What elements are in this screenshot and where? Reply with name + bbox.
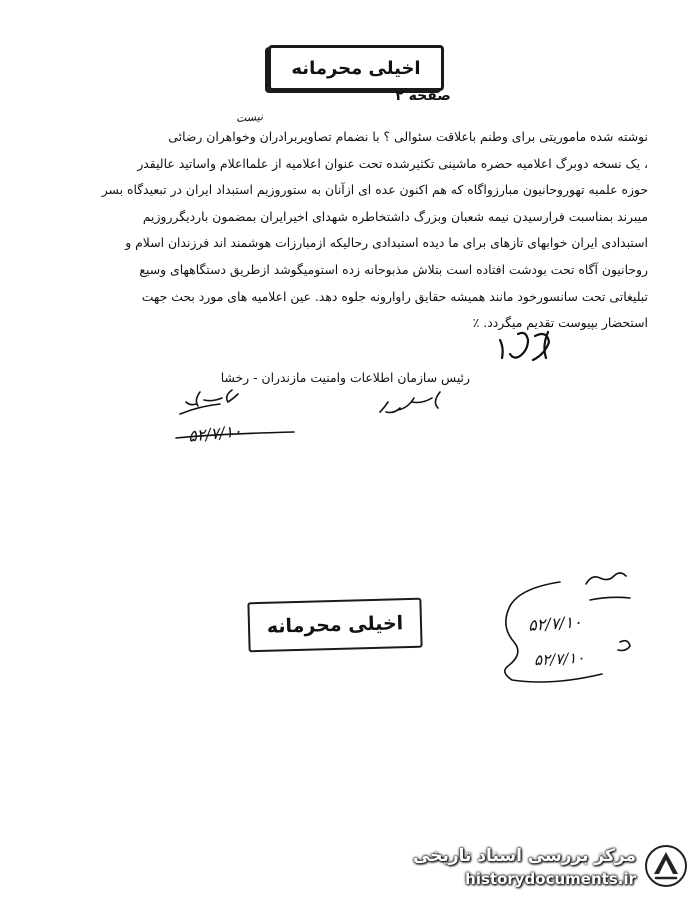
- classification-stamp-text: اخیلی محرمانه: [266, 612, 404, 638]
- watermark: [413, 840, 692, 892]
- handwritten-date: ۵۲/۷/۱۰: [527, 612, 583, 635]
- body-line: استحضار بپیوست تقدیم میگردد. ٪: [472, 315, 648, 331]
- classification-stamp-bottom: [247, 598, 422, 653]
- body-line: استبدادی ایران خوابهای تازهای برای ما دیده استبدادی رحالیکه ازمبارزات هوشمند اند فرزندان اسلام و: [125, 235, 648, 251]
- body-line: روحانیون آگاه تحت بودشت افتاده است بتلاش مذبوحانه زده استومیگوشد ازطریق دستگاههای وسیع: [139, 261, 648, 277]
- handwritten-mark-right: [618, 641, 630, 651]
- signatory-line: رئیس سازمان اطلاعات وامنیت مازندران - رخشا: [220, 370, 470, 385]
- watermark-url: historydocuments.ir: [465, 870, 636, 888]
- signature-2: [380, 392, 440, 413]
- page-number: صفحه ۲: [395, 88, 451, 104]
- classification-stamp-text: اخیلی محرمانه: [291, 57, 421, 79]
- body-line: ، یک نسخه دوبرگ اعلامیه حضره ماشینی تکثیرشده تحت عنوان اعلامیه از علمااعلام واساتید عالیقدر: [137, 155, 648, 171]
- handwritten-insert-note: نیست: [235, 110, 264, 125]
- handwritten-word-mark: [586, 573, 630, 600]
- handwritten-date: ۵۲/۷/۱۰: [187, 421, 243, 446]
- body-line: نوشته شده ماموریتی برای وطنم باعلاقت سئوالی ؟ با نضمام تصاویربرادران وخواهران رضائی: [168, 129, 648, 144]
- handwritten-date: ۵۲/۷/۱۰: [533, 648, 585, 670]
- body-line: میبرند بمناسبت فرارسیدن نیمه شعبان وبزرگ داشتخاطره شهدای اخیرایران بمضمون باردیگرروزیم: [142, 208, 648, 224]
- document-body: [50, 124, 648, 337]
- body-line: حوزه علمیه تهوروحانیون مبارزواگاه که هم اکنون عده ای ازآنان به ستوروزیم استبداد ایران در تبعیدگاه بسر: [101, 182, 648, 198]
- classification-stamp-top: [268, 45, 444, 91]
- watermark-title: مرکز بررسی اسناد تاریخی: [413, 846, 636, 866]
- archive-logo-icon: [644, 844, 688, 888]
- signature-1: [180, 390, 238, 414]
- body-line: تبلیغاتی تحت سانسورخود مانند همیشه حقایق راوارونه جلوه دهد. عین اعلامیه های مورد بحث جهت: [141, 288, 648, 304]
